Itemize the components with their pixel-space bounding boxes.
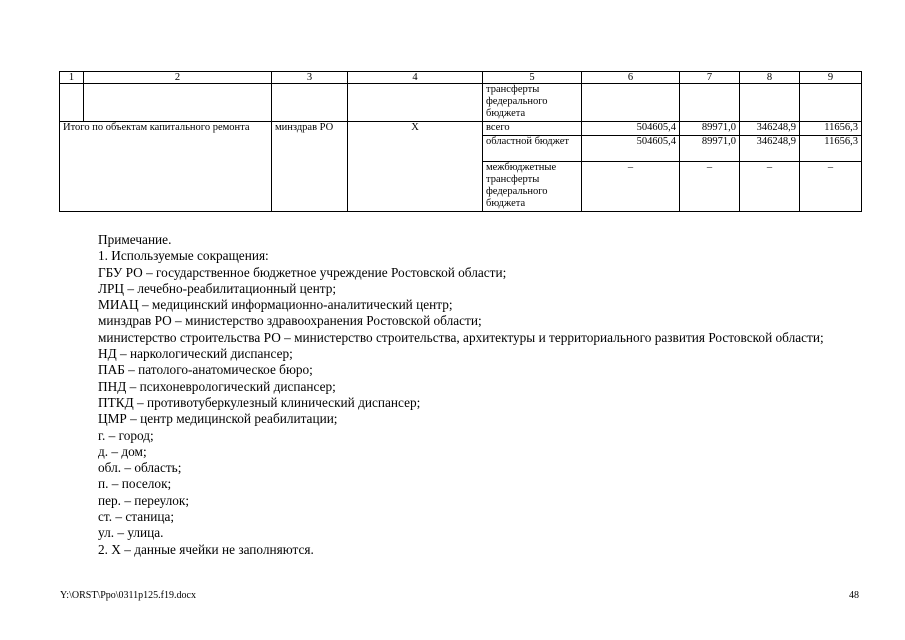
table-cell: областной бюджет bbox=[483, 136, 582, 162]
table-cell bbox=[582, 84, 680, 122]
table-cell: 504605,4 bbox=[582, 122, 680, 136]
budget-table bbox=[59, 71, 862, 212]
note-line: г. – город; bbox=[98, 427, 154, 443]
table-cell: 89971,0 bbox=[680, 136, 740, 162]
note-line: ПАБ – патолого-анатомическое бюро; bbox=[98, 362, 313, 378]
note-line: обл. – область; bbox=[98, 460, 182, 476]
table-cell bbox=[348, 84, 483, 122]
note-line: пер. – переулок; bbox=[98, 492, 190, 508]
responsible-cell: минздрав РО bbox=[272, 122, 348, 212]
mark-cell: Х bbox=[348, 122, 483, 212]
note-line: НД – наркологический диспансер; bbox=[98, 346, 293, 362]
note-line: ул. – улица. bbox=[98, 525, 164, 541]
header-cell: 8 bbox=[740, 72, 800, 84]
table-row bbox=[60, 122, 862, 136]
total-name-cell: Итого по объектам капитального ремонта bbox=[60, 122, 272, 212]
header-cell: 2 bbox=[84, 72, 272, 84]
note-line: 2. Х – данные ячейки не заполняются. bbox=[98, 541, 314, 557]
note-line: ПНД – психоневрологический диспансер; bbox=[98, 378, 336, 394]
table-cell: трансферты федерального бюджета bbox=[483, 84, 582, 122]
note-line: п. – поселок; bbox=[98, 476, 172, 492]
page-footer bbox=[60, 590, 859, 601]
table-cell bbox=[84, 84, 272, 122]
note-line: минздрав РО – министерство здравоохранения Ростовской области; bbox=[98, 313, 482, 329]
table-cell: – bbox=[740, 162, 800, 212]
table-cell bbox=[60, 84, 84, 122]
file-path: Y:\ORST\Ppo\0311p125.f19.docx bbox=[60, 590, 196, 601]
table-cell: – bbox=[680, 162, 740, 212]
table-cell: – bbox=[582, 162, 680, 212]
note-line: ГБУ РО – государственное бюджетное учреждение Ростовской области; bbox=[98, 264, 507, 280]
notes-section bbox=[59, 232, 859, 558]
table-cell bbox=[272, 84, 348, 122]
table-cell: 346248,9 bbox=[740, 122, 800, 136]
table-cell: всего bbox=[483, 122, 582, 136]
table-cell bbox=[740, 84, 800, 122]
header-cell: 6 bbox=[582, 72, 680, 84]
table-cell bbox=[680, 84, 740, 122]
note-line: министерство строительства РО – министерство строительства, архитектуры и территориального развития Ростовской области; bbox=[98, 329, 824, 345]
header-cell: 4 bbox=[348, 72, 483, 84]
page-number: 48 bbox=[849, 590, 859, 601]
header-cell: 3 bbox=[272, 72, 348, 84]
note-line: д. – дом; bbox=[98, 443, 147, 459]
note-line: ПТКД – противотуберкулезный клинический диспансер; bbox=[98, 394, 421, 410]
note-line: ЦМР – центр медицинской реабилитации; bbox=[98, 411, 338, 427]
header-cell: 5 bbox=[483, 72, 582, 84]
table-cell: 11656,3 bbox=[800, 136, 862, 162]
table-cell: 11656,3 bbox=[800, 122, 862, 136]
note-line: ЛРЦ – лечебно-реабилитационный центр; bbox=[98, 280, 337, 296]
table-cell: межбюджетные трансферты федерального бюджета bbox=[483, 162, 582, 212]
note-title: Примечание. bbox=[98, 232, 172, 247]
table-cell: 89971,0 bbox=[680, 122, 740, 136]
note-line: ст. – станица; bbox=[98, 509, 175, 525]
header-cell: 1 bbox=[60, 72, 84, 84]
table-header-row bbox=[60, 72, 862, 84]
table-cell bbox=[800, 84, 862, 122]
table-cell: – bbox=[800, 162, 862, 212]
table-cell: 504605,4 bbox=[582, 136, 680, 162]
table-cell: 346248,9 bbox=[740, 136, 800, 162]
header-cell: 9 bbox=[800, 72, 862, 84]
header-cell: 7 bbox=[680, 72, 740, 84]
note-line: МИАЦ – медицинский информационно-аналитический центр; bbox=[98, 297, 453, 313]
note-line: 1. Используемые сокращения: bbox=[98, 248, 269, 264]
table-row bbox=[60, 84, 862, 122]
